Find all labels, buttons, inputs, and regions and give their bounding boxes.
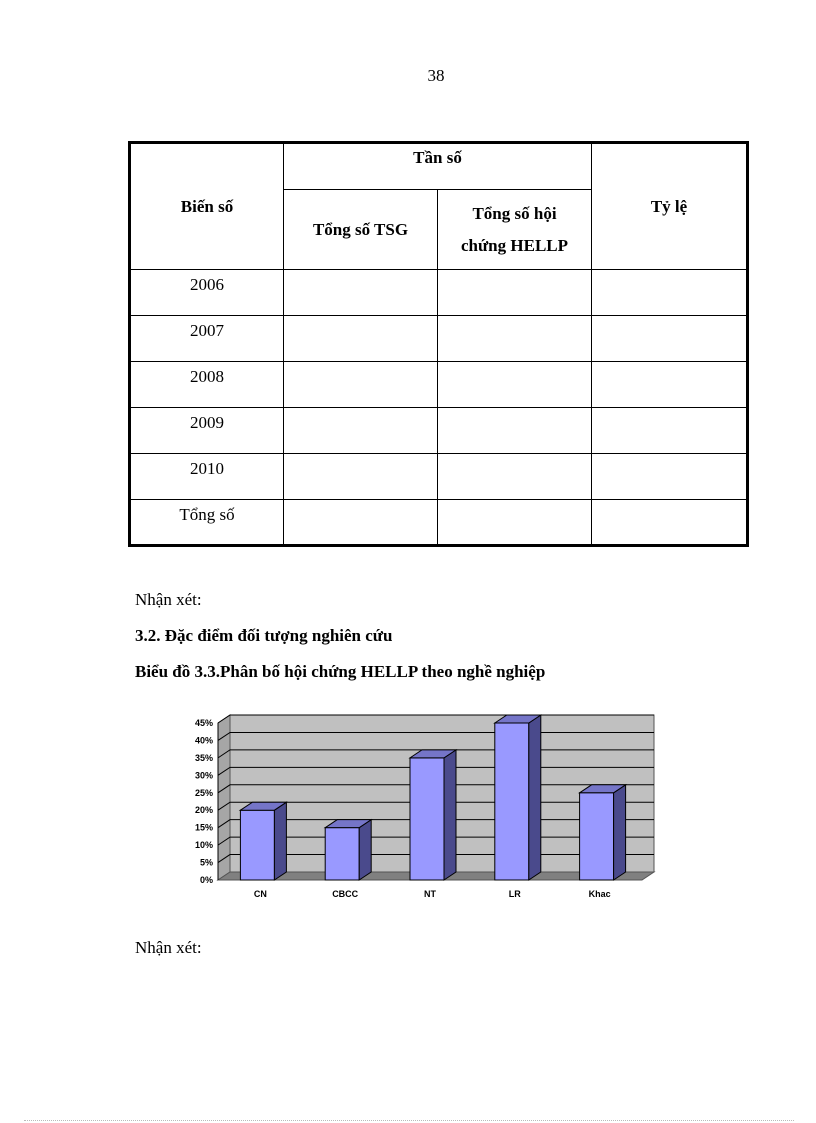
cell-empty xyxy=(438,362,592,408)
bar-side xyxy=(529,715,541,880)
table-row xyxy=(130,270,748,316)
y-tick-label: 35% xyxy=(194,752,213,763)
table-row xyxy=(130,316,748,362)
x-tick-label: CN xyxy=(253,889,267,899)
table-row xyxy=(130,408,748,454)
cell-empty xyxy=(284,362,438,408)
header-tong-so-hellp-line-2: chứng HELLP xyxy=(460,235,569,255)
bar-side xyxy=(274,802,286,880)
bar-front xyxy=(580,793,614,880)
bar-front xyxy=(325,828,359,880)
header-tong-so-hellp xyxy=(438,190,592,270)
header-ty-le: Tỷ lệ xyxy=(592,143,748,270)
y-tick-label: 40% xyxy=(194,735,213,746)
page-bottom-rule xyxy=(24,1120,794,1121)
y-tick-label: 25% xyxy=(194,787,213,798)
y-tick-label: 5% xyxy=(199,857,213,868)
cell-empty xyxy=(592,362,748,408)
remark-label: Nhận xét: xyxy=(135,938,202,957)
table-row xyxy=(130,500,748,546)
cell-empty xyxy=(438,270,592,316)
table-header-row-1 xyxy=(130,143,748,190)
row-label: 2006 xyxy=(130,270,284,316)
table-row xyxy=(130,362,748,408)
bar-front xyxy=(410,758,444,880)
section-heading: 3.2. Đặc điểm đối tượng nghiên cứu xyxy=(135,626,393,645)
header-tong-so-hellp-line-1: Tổng số hội xyxy=(472,203,557,223)
row-label: 2010 xyxy=(130,454,284,500)
cell-empty xyxy=(284,500,438,546)
y-tick-label: 20% xyxy=(194,805,213,816)
cell-empty xyxy=(284,408,438,454)
x-tick-label: LR xyxy=(508,889,521,899)
bar-front xyxy=(240,810,274,880)
y-tick-label: 30% xyxy=(194,770,213,781)
y-tick-label: 10% xyxy=(194,840,213,851)
y-tick-label: 45% xyxy=(194,718,213,728)
chart-caption: Biểu đồ 3.3.Phân bố hội chứng HELLP theo nghề nghiệp xyxy=(135,662,546,681)
y-tick-label: 15% xyxy=(194,822,213,833)
x-tick-label: NT xyxy=(424,889,436,899)
header-tan-so: Tần số xyxy=(284,143,592,190)
row-label: 2009 xyxy=(130,408,284,454)
table-row xyxy=(130,454,748,500)
row-label: 2008 xyxy=(130,362,284,408)
occupation-bar-chart xyxy=(180,706,665,906)
cell-empty xyxy=(592,408,748,454)
cell-empty xyxy=(438,454,592,500)
x-tick-label: Khac xyxy=(588,889,611,899)
frequency-table xyxy=(128,141,749,547)
cell-empty xyxy=(592,316,748,362)
bar-side xyxy=(359,820,371,880)
bar-side xyxy=(444,750,456,880)
cell-empty xyxy=(438,316,592,362)
cell-empty xyxy=(592,454,748,500)
row-label: 2007 xyxy=(130,316,284,362)
cell-empty xyxy=(438,500,592,546)
cell-empty xyxy=(284,316,438,362)
cell-empty xyxy=(592,500,748,546)
remark-label: Nhận xét: xyxy=(135,590,202,609)
header-tong-so-tsg: Tổng số TSG xyxy=(284,190,438,270)
row-label: Tổng số xyxy=(130,500,284,546)
cell-empty xyxy=(592,270,748,316)
cell-empty xyxy=(438,408,592,454)
page-number: 38 xyxy=(427,66,445,85)
x-tick-label: CBCC xyxy=(332,889,359,899)
y-tick-label: 0% xyxy=(199,875,213,885)
bar-side xyxy=(614,785,626,880)
cell-empty xyxy=(284,270,438,316)
header-bien-so: Biến số xyxy=(130,143,284,270)
bar-front xyxy=(495,723,529,880)
cell-empty xyxy=(284,454,438,500)
